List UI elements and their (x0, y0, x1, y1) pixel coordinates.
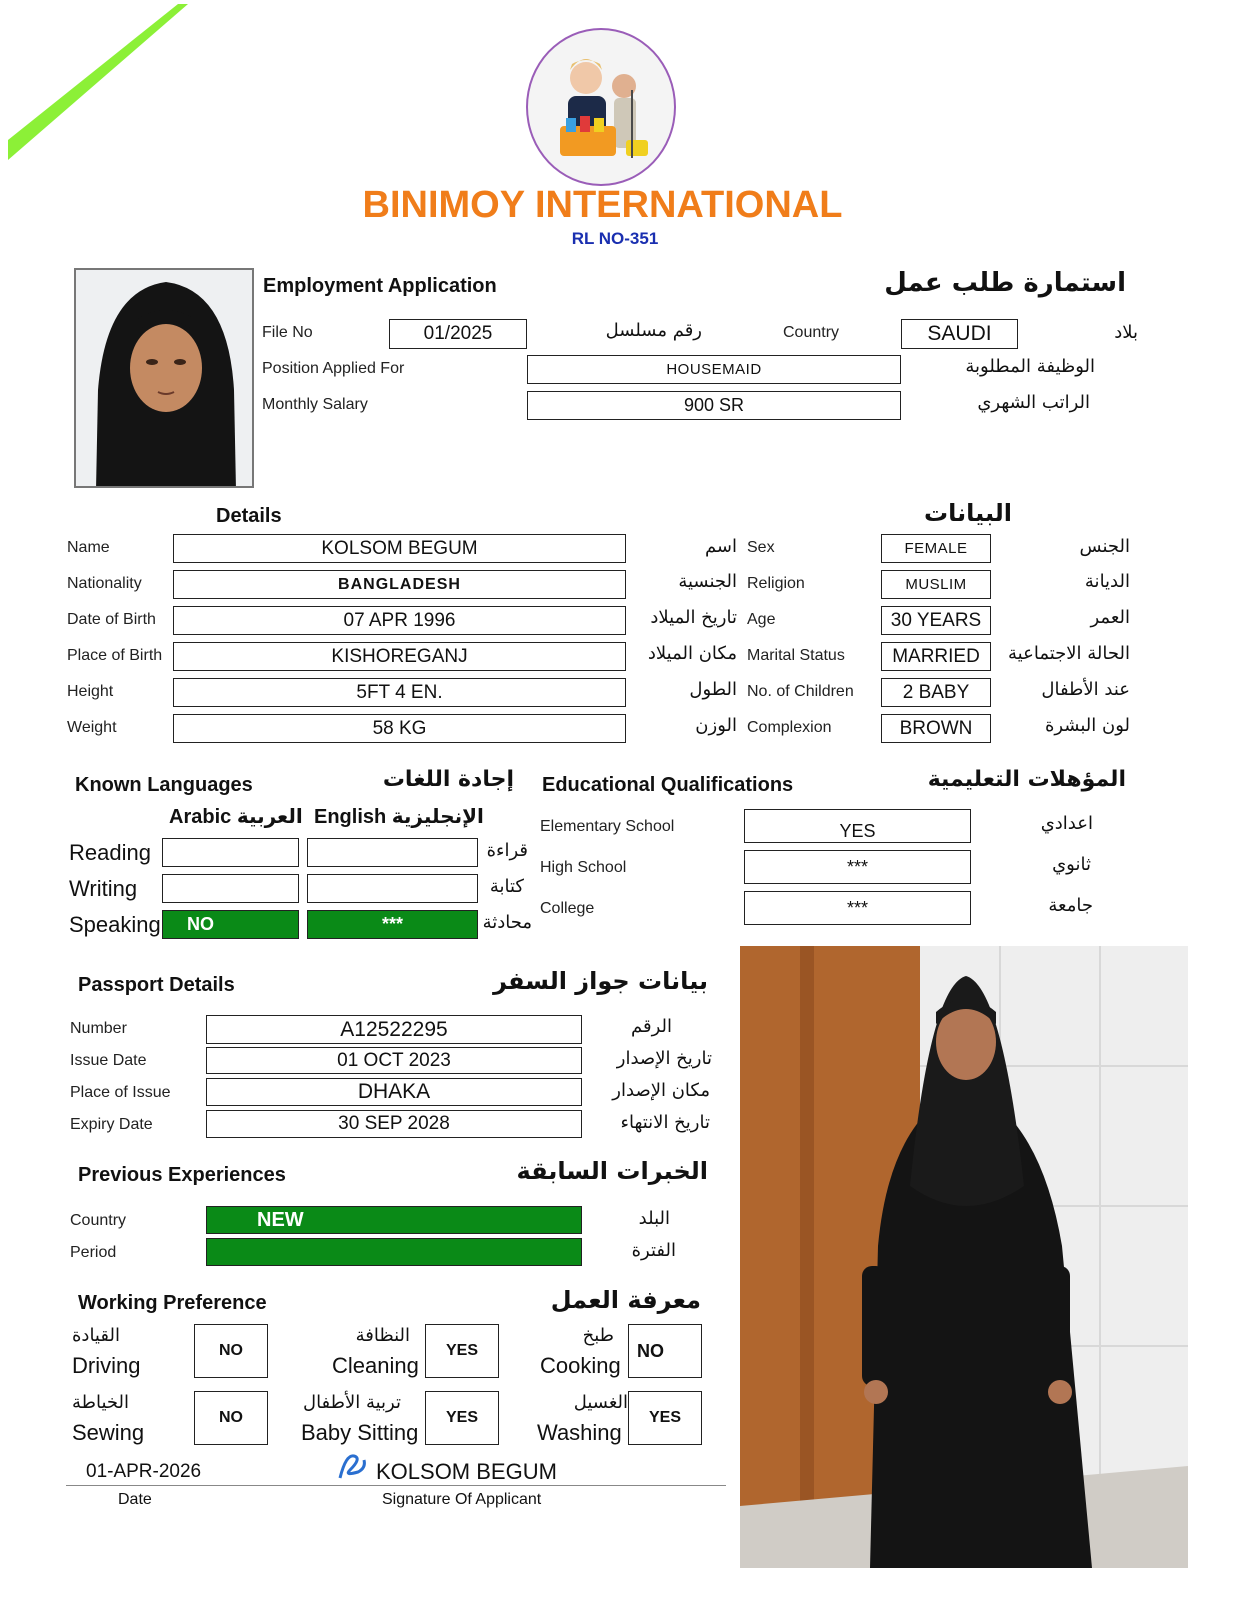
signature-scribble-icon (336, 1448, 370, 1482)
children-label: No. of Children (747, 683, 854, 700)
details-heading: Details (216, 505, 282, 527)
elementary-field[interactable]: YES (744, 809, 971, 843)
preference-heading: Working Preference (78, 1292, 267, 1314)
experience-country-label: Country (70, 1212, 127, 1229)
position-field[interactable]: HOUSEMAID (527, 355, 901, 384)
complexion-label: Complexion (747, 719, 832, 736)
driving-field[interactable]: NO (194, 1324, 268, 1378)
sex-label: Sex (747, 539, 775, 556)
age-label: Age (747, 611, 776, 628)
name-label-arabic: اسم (704, 536, 737, 557)
issue-date-label: Issue Date (70, 1052, 147, 1069)
age-label-arabic: العمر (1090, 607, 1130, 628)
issue-date-field[interactable]: 01 OCT 2023 (206, 1047, 582, 1074)
sex-label-arabic: الجنس (1079, 536, 1130, 557)
country-field[interactable]: SAUDI (901, 319, 1018, 349)
height-field[interactable]: 5FT 4 EN. (173, 678, 626, 707)
issue-date-label-arabic: تاريخ الإصدار (616, 1048, 712, 1069)
sewing-field[interactable]: NO (194, 1391, 268, 1445)
weight-field[interactable]: 58 KG (173, 714, 626, 743)
weight-label: Weight (67, 719, 117, 736)
driving-label: Driving (72, 1353, 141, 1378)
writing-arabic-field[interactable] (162, 874, 299, 903)
sewing-label-arabic: الخياطة (72, 1392, 129, 1413)
footer-line (66, 1485, 726, 1486)
passport-number-label-arabic: الرقم (630, 1016, 672, 1037)
baby-sitting-field[interactable]: YES (425, 1391, 499, 1445)
signature-value: KOLSOM BEGUM (376, 1459, 557, 1484)
place-of-issue-label: Place of Issue (70, 1084, 171, 1101)
height-label: Height (67, 683, 114, 700)
speaking-label: Speaking (69, 912, 161, 937)
speaking-english-field[interactable]: *** (307, 910, 478, 939)
elementary-label: Elementary School (540, 818, 675, 835)
salary-label-arabic: الراتب الشهري (977, 392, 1090, 413)
passport-number-field[interactable]: A12522295 (206, 1015, 582, 1044)
complexion-label-arabic: لون البشرة (1044, 715, 1130, 736)
elementary-label-arabic: اعدادي (1040, 813, 1093, 834)
experience-period-label-arabic: الفترة (631, 1240, 676, 1261)
expiry-date-label-arabic: تاريخ الانتهاء (620, 1112, 710, 1133)
college-label-arabic: جامعة (1048, 895, 1093, 916)
corner-stripe (0, 0, 200, 170)
religion-label-arabic: الديانة (1084, 571, 1130, 592)
high-school-field[interactable]: *** (744, 850, 971, 884)
dob-field[interactable]: 07 APR 1996 (173, 606, 626, 635)
high-school-label: High School (540, 859, 627, 876)
reading-arabic-field[interactable] (162, 838, 299, 867)
passport-heading-arabic: بيانات جواز السفر (493, 967, 708, 995)
cleaning-label-arabic: النظافة (355, 1325, 410, 1346)
file-no-label: File No (262, 324, 313, 341)
sex-field[interactable]: FEMALE (881, 534, 991, 563)
details-heading-arabic: البيانات (924, 499, 1012, 527)
applicant-portrait-photo (74, 268, 254, 488)
speaking-label-arabic: محادثة (482, 912, 532, 933)
complexion-field[interactable]: BROWN (881, 714, 991, 743)
marital-status-label: Marital Status (747, 647, 845, 664)
company-logo (526, 28, 676, 186)
experience-country-label-arabic: البلد (638, 1208, 670, 1229)
signature-label: Signature Of Applicant (382, 1491, 542, 1508)
dob-label: Date of Birth (67, 611, 156, 628)
cooking-field[interactable]: NO (628, 1324, 702, 1378)
marital-status-field[interactable]: MARRIED (881, 642, 991, 671)
baby-sitting-label-arabic: تربية الأطفال (302, 1392, 401, 1413)
position-label-arabic: الوظيفة المطلوبة (965, 356, 1095, 377)
marital-status-label-arabic: الحالة الاجتماعية (1008, 643, 1130, 664)
name-field[interactable]: KOLSOM BEGUM (173, 534, 626, 563)
children-label-arabic: عند الأطفال (1041, 679, 1130, 700)
expiry-date-field[interactable]: 30 SEP 2028 (206, 1110, 582, 1138)
age-field[interactable]: 30 YEARS (881, 606, 991, 635)
nationality-label-arabic: الجنسية (678, 571, 737, 592)
religion-label: Religion (747, 575, 805, 592)
preference-heading-arabic: معرفة العمل (550, 1286, 701, 1314)
passport-number-label: Number (70, 1020, 127, 1037)
experience-country-field[interactable]: NEW (206, 1206, 582, 1234)
nationality-field[interactable]: BANGLADESH (173, 570, 626, 599)
nationality-label: Nationality (67, 575, 142, 592)
pob-label-arabic: مكان الميلاد (647, 643, 737, 664)
experience-heading: Previous Experiences (78, 1164, 286, 1186)
sewing-label: Sewing (72, 1420, 145, 1445)
file-no-label-arabic: رقم مسلسل (605, 320, 702, 341)
cleaning-label: Cleaning (332, 1353, 419, 1378)
company-name: BINIMOY INTERNATIONAL (362, 184, 843, 226)
education-heading-arabic: المؤهلات التعليمية (927, 767, 1126, 792)
reading-label-arabic: قراءة (486, 840, 528, 861)
col-arabic-header: Arabic العربية (169, 806, 303, 828)
form-title: Employment Application (263, 275, 497, 297)
languages-heading-arabic: إجادة اللغات (382, 767, 514, 792)
rl-number: RL NO-351 (571, 229, 659, 248)
place-of-issue-label-arabic: مكان الإصدار (612, 1080, 710, 1101)
weight-label-arabic: الوزن (695, 715, 737, 736)
passport-heading: Passport Details (78, 974, 235, 996)
baby-sitting-label: Baby Sitting (301, 1420, 419, 1445)
experience-period-label: Period (70, 1244, 117, 1261)
col-english-header: English الإنجليزية (314, 806, 484, 828)
high-school-label-arabic: ثانوي (1052, 854, 1091, 875)
reading-label: Reading (69, 840, 151, 865)
driving-label-arabic: القيادة (72, 1325, 120, 1346)
washing-field[interactable]: YES (628, 1391, 702, 1445)
cooking-label: Cooking (540, 1353, 621, 1378)
washing-label: Washing (537, 1420, 622, 1445)
height-label-arabic: الطول (689, 679, 737, 700)
experience-period-field[interactable] (206, 1238, 582, 1266)
name-label: Name (67, 539, 110, 556)
cleaning-field[interactable]: YES (425, 1324, 499, 1378)
religion-field[interactable]: MUSLIM (881, 570, 991, 599)
place-of-issue-field[interactable]: DHAKA (206, 1078, 582, 1106)
children-field[interactable]: 2 BABY (881, 678, 991, 707)
salary-field[interactable]: 900 SR (527, 391, 901, 420)
date-label: Date (118, 1491, 152, 1508)
expiry-date-label: Expiry Date (70, 1116, 153, 1133)
dob-label-arabic: تاريخ الميلاد (650, 607, 737, 628)
writing-label-arabic: كتابة (489, 876, 524, 897)
experience-heading-arabic: الخبرات السابقة (516, 1157, 708, 1185)
writing-english-field[interactable] (307, 874, 478, 903)
date-value: 01-APR-2026 (86, 1461, 202, 1482)
college-field[interactable]: *** (744, 891, 971, 925)
form-title-arabic: استمارة طلب عمل (884, 268, 1126, 298)
applicant-full-body-photo (740, 946, 1188, 1568)
washing-label-arabic: الغسيل (573, 1392, 628, 1413)
speaking-arabic-field[interactable]: NO (162, 910, 299, 939)
file-no-field[interactable]: 01/2025 (389, 319, 527, 349)
writing-label: Writing (69, 876, 138, 901)
country-label: Country (783, 324, 840, 341)
cleaning-staff-logo-icon (528, 30, 676, 186)
languages-heading: Known Languages (75, 774, 253, 796)
college-label: College (540, 900, 595, 917)
pob-field[interactable]: KISHOREGANJ (173, 642, 626, 671)
cooking-label-arabic: طبخ (582, 1325, 614, 1346)
reading-english-field[interactable] (307, 838, 478, 867)
salary-label: Monthly Salary (262, 396, 368, 413)
position-label: Position Applied For (262, 360, 405, 377)
education-heading: Educational Qualifications (542, 774, 794, 796)
pob-label: Place of Birth (67, 647, 163, 664)
country-label-arabic: بلاد (1114, 322, 1138, 343)
